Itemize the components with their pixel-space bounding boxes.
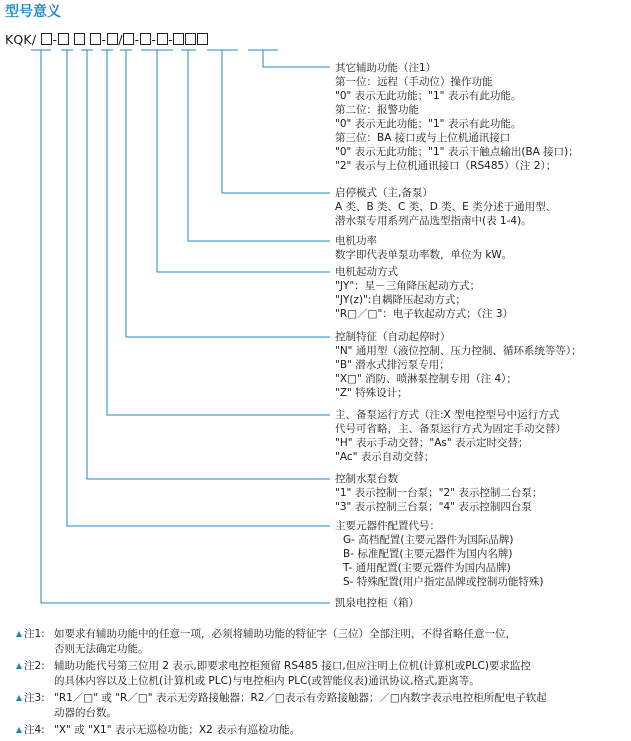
desc-line: G- 高档配置(主要元器件为国际品牌): [343, 534, 514, 546]
note-1: [16, 627, 626, 657]
desc-cabinet: [335, 596, 419, 610]
note-line: "X" 或 "X1" 表示无巡检功能；X2 表示有巡检功能。: [54, 724, 301, 736]
code-prefix: KQK/: [5, 32, 37, 47]
note-line: 辅助功能代号第三位用 2 表示,即要求电控柜预留 RS485 接口,但应注明上位机(计算机或PLC)要求监控: [54, 660, 531, 672]
desc-line: S- 特殊配置(用户指定品牌或控制功能特殊): [343, 576, 544, 588]
desc-line: "H" 表示手动交替；"As" 表示定时交替；: [335, 437, 529, 449]
desc-count: [335, 472, 542, 514]
desc-line: "2" 表示与上位机通讯接口（RS485）（注 2）；: [335, 160, 557, 172]
leader-power: [188, 50, 330, 241]
model-code: KQK/ - - / - - -: [5, 32, 209, 48]
note-label: 注3:: [24, 692, 45, 704]
desc-aux: [335, 61, 579, 173]
desc-line: 主要元器件配置代号：: [335, 520, 440, 532]
desc-line: B- 标准配置(主要元器件为国内名牌): [343, 548, 513, 560]
note-line: 动器的台数。: [54, 707, 117, 719]
leader-running: [107, 50, 330, 415]
triangle-icon: [16, 727, 22, 733]
desc-line: 启停模式（主,备泵）: [335, 187, 433, 199]
desc-line: T- 通用配置(主要元器件为国内品牌): [343, 562, 511, 574]
desc-line: 凯泉电控柜（箱）: [335, 597, 419, 609]
desc-line: "0" 表示无此功能；"1" 表示有此功能。: [335, 118, 522, 130]
leader-startstop: [222, 50, 330, 193]
triangle-icon: [16, 631, 22, 637]
desc-line: "N" 通用型（液位控制、压力控制、循环系统等等）；: [335, 345, 582, 357]
desc-line: 电机起动方式: [335, 266, 398, 278]
desc-line: "3" 表示控制三台泵；"4" 表示控制四台泵: [335, 501, 532, 513]
desc-line: 第二位：报警功能: [335, 104, 419, 116]
desc-line: 第三位：BA 接口或与上位机通讯接口: [335, 132, 511, 144]
note-label: 注4:: [24, 724, 45, 736]
desc-startstop: [335, 186, 556, 228]
note-label: 注2:: [24, 660, 45, 672]
desc-line: 控制水泵台数: [335, 473, 398, 485]
desc-line: 主、备泵运行方式（注:X 型电控型号中运行方式: [335, 409, 560, 421]
desc-line: "0" 表示无此功能；"1" 表示干触点输出(BA 接口)；: [335, 146, 579, 158]
desc-line: 控制特征（自动起停时）: [335, 331, 451, 343]
triangle-icon: [16, 695, 22, 701]
desc-running: [335, 408, 566, 464]
desc-line: "JY(z)":自耦降压起动方式；: [335, 294, 466, 306]
desc-config: [335, 519, 543, 589]
leader-startmode: [157, 50, 330, 272]
desc-line: "B" 潜水式排污泵专用；: [335, 359, 450, 371]
desc-line: "Ac" 表示自动交替；: [335, 451, 435, 463]
triangle-icon: [16, 663, 22, 669]
desc-line: 第一位：远程（手动位）操作功能: [335, 76, 493, 88]
desc-control: [335, 330, 582, 400]
note-line: "R1／□" 或 "R／□" 表示无旁路接触器；R2／□表示有旁路接触器；／□内数字表示电控柜所配电子软起: [54, 692, 547, 704]
page-title: 型号意义: [5, 4, 61, 20]
desc-power: [335, 234, 512, 262]
desc-line: "X□" 消防、喷淋泵控制专用（注 4）；: [335, 373, 517, 385]
note-line: 如要求有辅助功能中的任意一项，必须将辅助功能的特征字（三位）全部注明，不得省略任意一位，: [54, 628, 516, 640]
leader-aux: [263, 50, 330, 67]
note-label: 注1:: [24, 628, 45, 640]
desc-line: "JY"：星－三角降压起动方式；: [335, 280, 481, 292]
leader-cabinet: [41, 50, 330, 603]
desc-startmode: [335, 265, 513, 321]
desc-line: 数字即代表单泵功率数，单位为 kW。: [335, 249, 513, 261]
note-line: 的具体内容以及上位机(计算机或 PLC)与电控柜内 PLC(或智能仪表)通讯协议,格式,距离等。: [54, 675, 480, 687]
desc-line: A 类、B 类、C 类、D 类、E 类分述于通用型、: [335, 201, 557, 213]
note-4: [16, 723, 626, 738]
desc-line: "0" 表示无此功能；"1" 表示有此功能。: [335, 90, 522, 102]
note-2: [16, 659, 626, 689]
desc-line: 代号可省略，主、备泵运行方式为固定手动交替）: [335, 423, 566, 435]
note-line: 否则无法确定功能。: [54, 643, 149, 655]
desc-line: 电机功率: [335, 235, 377, 247]
desc-line: 潜水泵专用系列产品选型指南中(表 1-4)。: [335, 215, 532, 227]
desc-line: 其它辅助功能（注1）: [335, 62, 437, 74]
desc-line: "Z" 特殊设计；: [335, 387, 408, 399]
note-3: [16, 691, 626, 721]
desc-line: "1" 表示控制一台泵；"2" 表示控制二台泵；: [335, 487, 543, 499]
desc-line: "R□／□"：电子软起动方式；（注 3）: [335, 308, 514, 320]
notes-section: [16, 627, 626, 740]
leader-config: [67, 50, 330, 526]
